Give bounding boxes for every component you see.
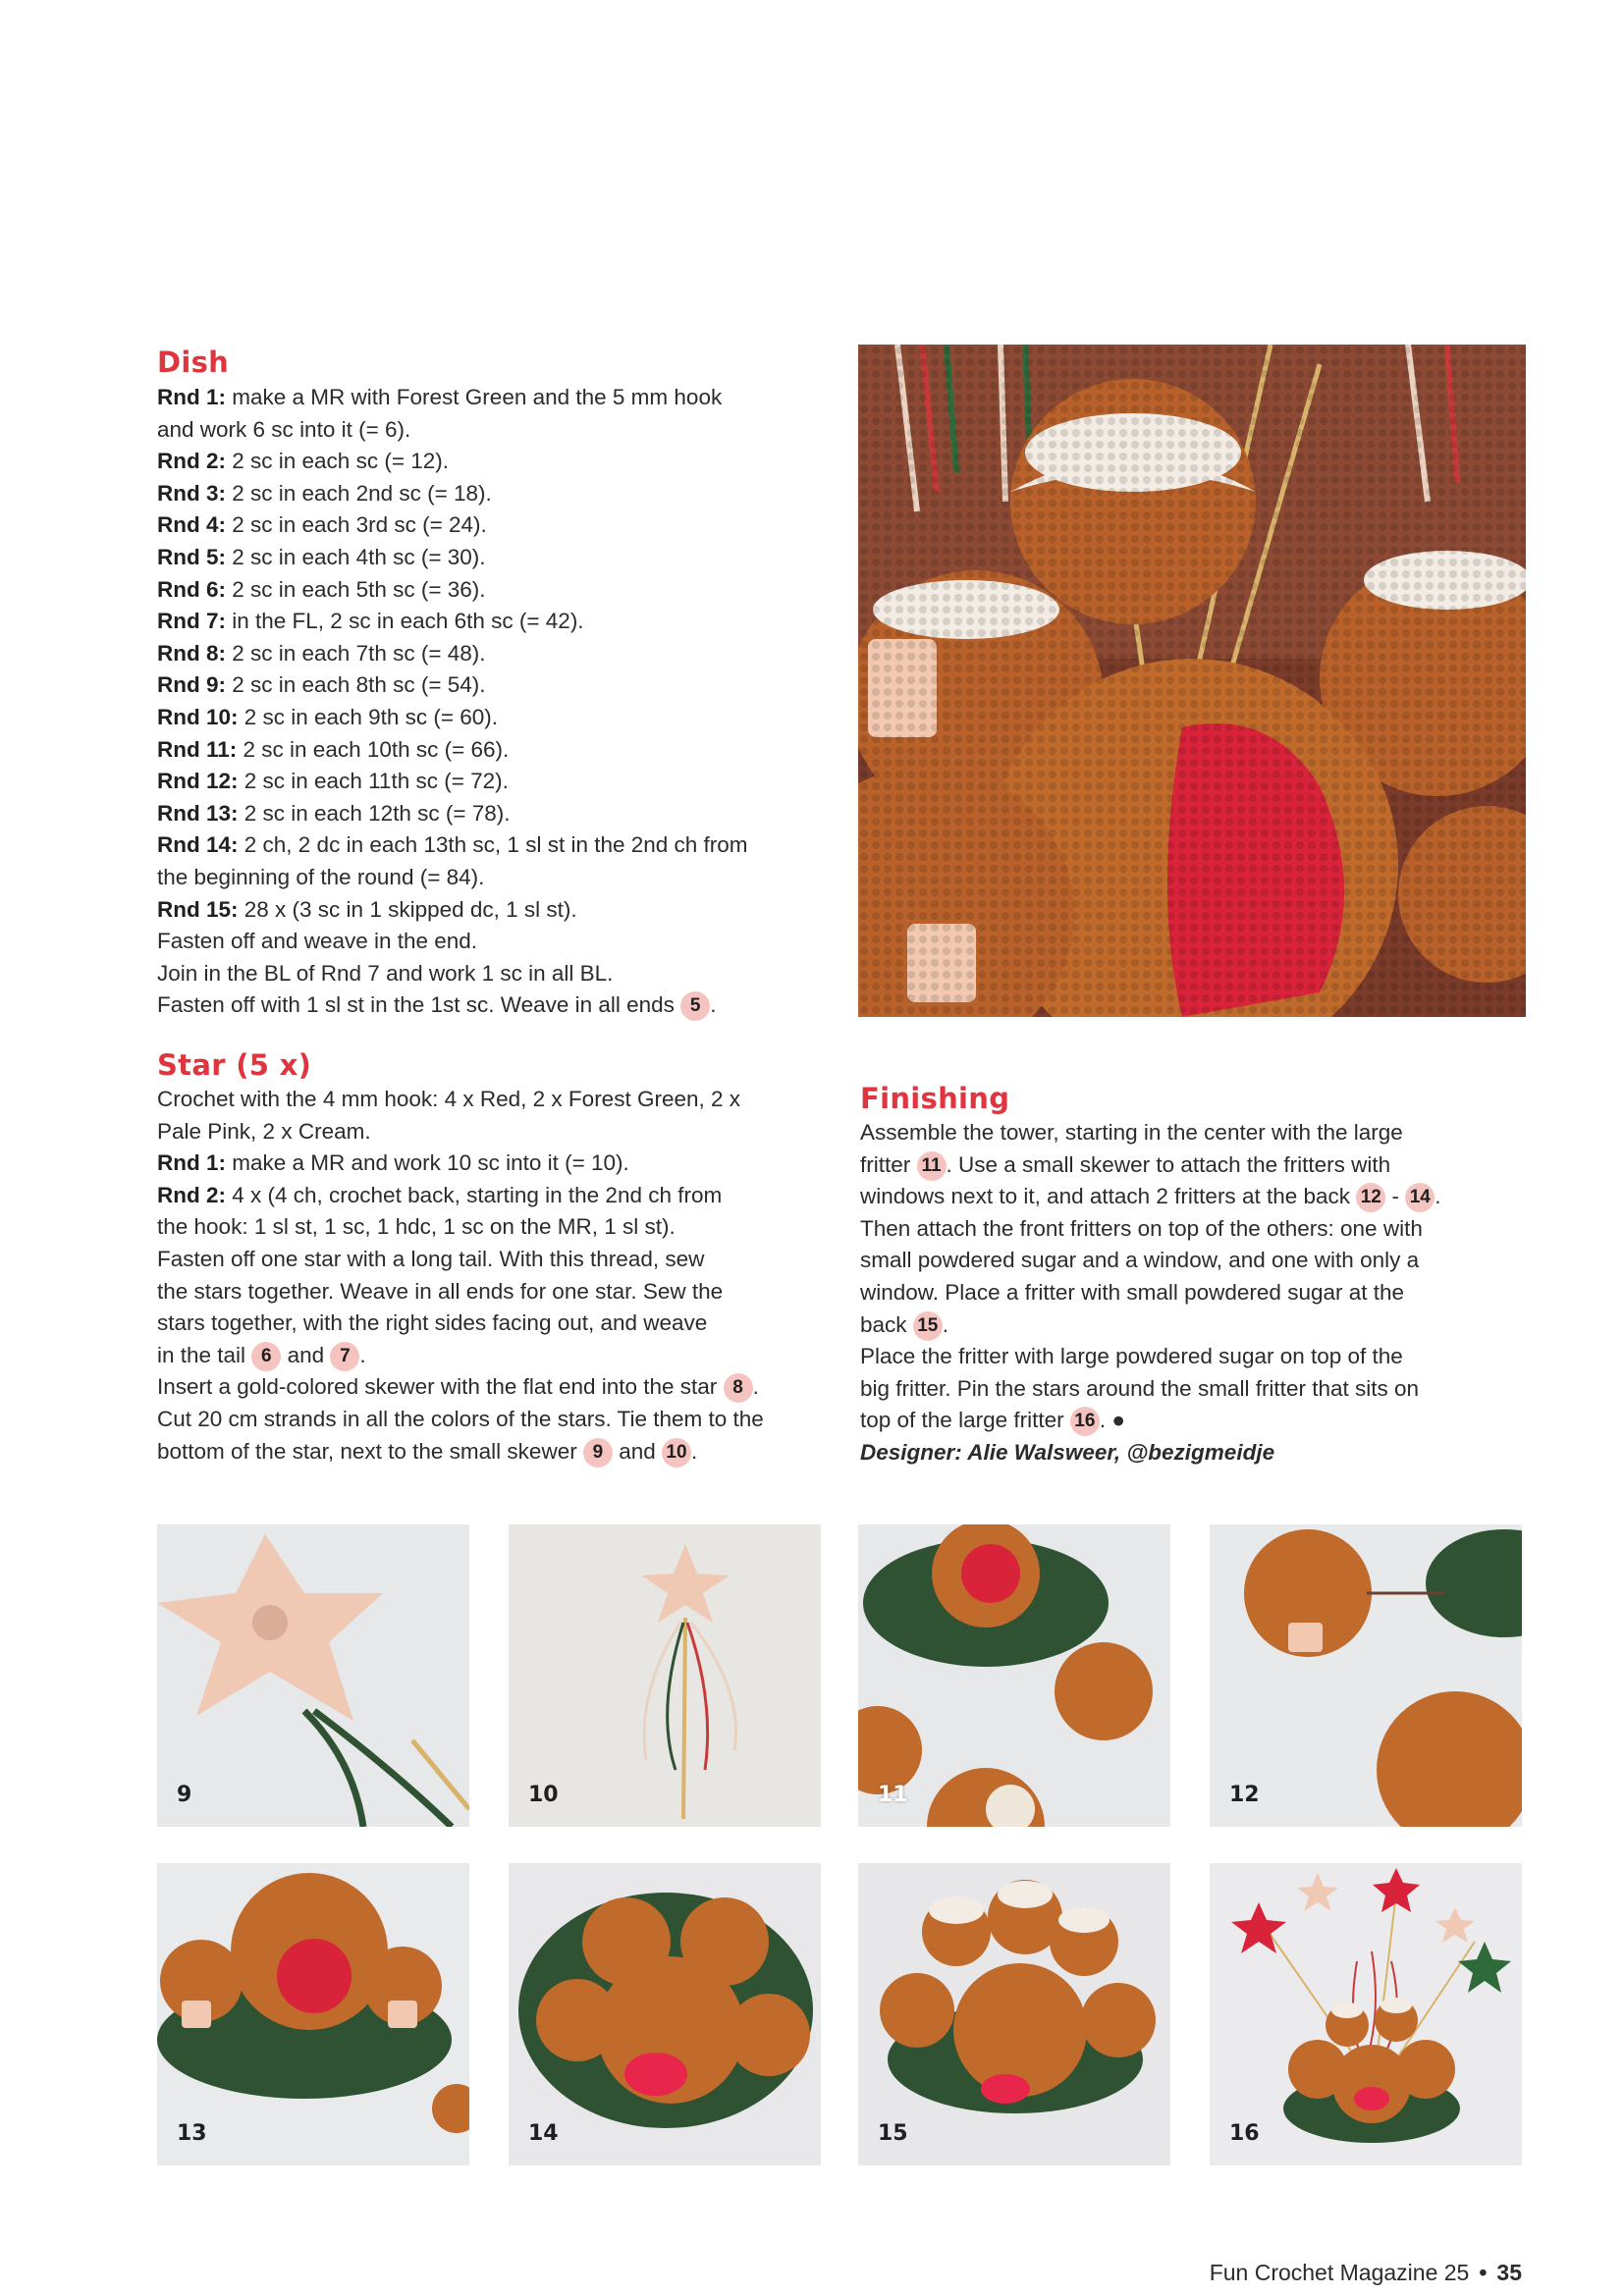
instruction-text: Crochet with the 4 mm hook: 4 x Red, 2 x Forest Green, 2 x — [157, 1087, 740, 1111]
instruction-line — [157, 862, 748, 894]
instruction-line — [157, 1276, 764, 1308]
step-number: 11 — [878, 1783, 908, 1807]
round-label: Rnd 3: — [157, 480, 226, 506]
round-label: Rnd 4: — [157, 512, 226, 538]
instruction-text: - — [1385, 1184, 1406, 1209]
step-badge: 9 — [583, 1438, 613, 1468]
instruction-text: fritter — [860, 1151, 917, 1177]
round-label: Rnd 10: — [157, 704, 239, 729]
instruction-line — [157, 1340, 764, 1372]
round-label: Rnd 14: — [157, 832, 239, 858]
instruction-text: 2 sc in each 10th sc (= 66). — [237, 736, 510, 762]
round-label: Rnd 6: — [157, 576, 226, 602]
step-badge: 5 — [680, 991, 710, 1021]
footer-separator: • — [1479, 2260, 1488, 2285]
main-photo — [858, 345, 1526, 1017]
instruction-text: window. Place a fritter with small powdered sugar at the — [860, 1279, 1405, 1305]
instruction-line — [860, 1213, 1441, 1246]
star-instructions — [157, 1084, 764, 1468]
instruction-text: stars together, with the right sides facing out, and weave — [157, 1310, 708, 1336]
instruction-text: make a MR with Forest Green and the 5 mm hook — [226, 385, 723, 409]
instruction-text: 2 sc in each 12th sc (= 78). — [238, 800, 511, 826]
instruction-text: the beginning of the round (= 84). — [157, 864, 485, 889]
round-label: Rnd 7: — [157, 609, 226, 634]
instruction-text: 4 x (4 ch, crochet back, starting in the 2nd ch from — [226, 1182, 723, 1207]
step-badge: 6 — [251, 1342, 281, 1371]
instruction-line — [157, 734, 748, 767]
instruction-text: 2 sc in each 11th sc (= 72). — [238, 769, 509, 794]
instruction-line — [860, 1405, 1441, 1437]
instruction-line — [157, 702, 748, 734]
instruction-line — [157, 1244, 764, 1276]
instruction-line — [157, 638, 748, 670]
step-photo-16 — [1210, 1863, 1522, 2165]
round-label: Rnd 2: — [157, 1182, 226, 1207]
instruction-line — [157, 574, 748, 607]
instruction-text: Join in the BL of Rnd 7 and work 1 sc in all BL. — [157, 960, 614, 986]
instruction-text: small powdered sugar and a window, and one with only a — [860, 1248, 1420, 1273]
instruction-line — [157, 509, 748, 542]
step-photo-13 — [157, 1863, 469, 2165]
round-label: Rnd 8: — [157, 640, 226, 666]
instruction-text: and work 6 sc into it (= 6). — [157, 416, 411, 442]
instruction-text: in the tail — [157, 1342, 252, 1367]
instruction-line — [157, 446, 748, 478]
step-number: 13 — [177, 2121, 207, 2146]
instruction-text: Place the fritter with large powdered sugar on top of the — [860, 1344, 1403, 1369]
instruction-text: Assemble the tower, starting in the center with the large — [860, 1120, 1403, 1145]
instruction-text: make a MR and work 10 sc into it (= 10). — [226, 1150, 629, 1176]
step-photo-9 — [157, 1524, 469, 1827]
dish-instructions — [157, 382, 748, 1022]
instruction-text: 28 x (3 sc in 1 skipped dc, 1 sl st). — [238, 896, 577, 922]
instruction-line — [157, 1084, 764, 1116]
step-photo-15 — [858, 1863, 1170, 2165]
step-badge: 15 — [913, 1311, 943, 1341]
instruction-text: 2 sc in each 2nd sc (= 18). — [226, 480, 492, 506]
instruction-text: and — [281, 1342, 331, 1367]
page-footer — [1210, 2260, 1522, 2286]
instruction-text: Fasten off and weave in the end. — [157, 929, 478, 954]
round-label: Rnd 1: — [157, 1150, 226, 1176]
instruction-line — [157, 414, 748, 447]
instruction-text: . Use a small skewer to attach the fritters with — [946, 1151, 1391, 1177]
magazine-name: Fun Crochet Magazine 25 — [1209, 2260, 1470, 2285]
instruction-line — [157, 1404, 764, 1436]
instruction-text: and — [612, 1438, 662, 1464]
instruction-line — [157, 829, 748, 862]
step-photo-14 — [509, 1863, 821, 2165]
instruction-text: 2 ch, 2 dc in each 13th sc, 1 sl st in the 2nd ch from — [238, 832, 748, 858]
round-label: Rnd 2: — [157, 449, 226, 474]
instruction-line — [157, 1148, 764, 1180]
instruction-line — [157, 958, 748, 990]
instruction-line — [860, 1309, 1441, 1342]
instruction-text: top of the large fritter — [860, 1408, 1070, 1433]
instruction-text: Fasten off with 1 sl st in the 1st sc. Weave in all ends — [157, 992, 681, 1018]
instruction-text: 2 sc in each 4th sc (= 30). — [226, 544, 486, 569]
instruction-line — [157, 1180, 764, 1212]
instruction-text: Fasten off one star with a long tail. With this thread, sew — [157, 1246, 705, 1271]
instruction-line — [860, 1181, 1441, 1213]
round-label: Rnd 13: — [157, 800, 239, 826]
instruction-text: . — [942, 1311, 949, 1337]
instruction-text: . — [1435, 1184, 1441, 1209]
instruction-line — [860, 1277, 1441, 1309]
round-label: Rnd 15: — [157, 896, 239, 922]
step-number: 12 — [1229, 1783, 1260, 1807]
instruction-line — [157, 1211, 764, 1244]
step-badge: 14 — [1405, 1183, 1435, 1212]
instruction-text: Then attach the front fritters on top of the others: one with — [860, 1215, 1423, 1241]
dish-title: Dish — [157, 346, 230, 379]
instruction-line — [860, 1341, 1441, 1373]
instruction-line — [157, 926, 748, 958]
instruction-line — [860, 1245, 1441, 1277]
instruction-text: Cut 20 cm strands in all the colors of the stars. Tie them to the — [157, 1406, 764, 1431]
step-number: 9 — [177, 1783, 192, 1807]
instruction-text: 2 sc in each sc (= 12). — [226, 449, 449, 474]
instruction-text: 2 sc in each 9th sc (= 60). — [238, 704, 499, 729]
instruction-line — [157, 1371, 764, 1404]
step-badge: 16 — [1070, 1407, 1100, 1436]
step-number: 15 — [878, 2121, 908, 2146]
instruction-line — [157, 606, 748, 638]
step-badge: 11 — [917, 1151, 947, 1181]
round-label: Rnd 9: — [157, 672, 226, 698]
instruction-text: . — [710, 992, 717, 1018]
instruction-text: 2 sc in each 8th sc (= 54). — [226, 672, 486, 698]
instruction-text: windows next to it, and attach 2 fritters at the back — [860, 1184, 1357, 1209]
page-number: 35 — [1496, 2260, 1522, 2285]
instruction-text: Pale Pink, 2 x Cream. — [157, 1118, 371, 1144]
instruction-text: . — [691, 1438, 698, 1464]
instruction-text: . — [752, 1374, 759, 1400]
designer-name: Designer: Alie Walsweer, @bezigmeidje — [860, 1440, 1275, 1465]
instruction-text: . ● — [1099, 1408, 1125, 1433]
instruction-text: the hook: 1 sl st, 1 sc, 1 hdc, 1 sc on the MR, 1 sl st). — [157, 1214, 676, 1240]
instruction-text: . — [359, 1342, 366, 1367]
instruction-text: the stars together. Weave in all ends for one star. Sew the — [157, 1278, 724, 1304]
finishing-title: Finishing — [860, 1082, 1010, 1115]
instruction-line — [157, 1308, 764, 1340]
instruction-line — [157, 542, 748, 574]
step-number: 14 — [528, 2121, 559, 2146]
instruction-text: in the FL, 2 sc in each 6th sc (= 42). — [226, 609, 584, 634]
round-label: Rnd 11: — [157, 736, 238, 762]
instruction-text: back — [860, 1311, 913, 1337]
designer-credit — [860, 1437, 1274, 1469]
step-photo-11 — [858, 1524, 1170, 1827]
step-photo-10 — [509, 1524, 821, 1827]
instruction-text: 2 sc in each 7th sc (= 48). — [226, 640, 486, 666]
instruction-line — [860, 1117, 1441, 1149]
instruction-line — [157, 798, 748, 830]
instruction-text: Insert a gold-colored skewer with the flat end into the star — [157, 1374, 724, 1400]
step-badge: 7 — [330, 1342, 359, 1371]
instruction-line — [157, 669, 748, 702]
round-label: Rnd 12: — [157, 769, 239, 794]
finishing-instructions — [860, 1117, 1441, 1437]
step-number: 10 — [528, 1783, 559, 1807]
instruction-text: bottom of the star, next to the small skewer — [157, 1438, 583, 1464]
step-number: 16 — [1229, 2121, 1260, 2146]
instruction-text: 2 sc in each 5th sc (= 36). — [226, 576, 486, 602]
instruction-line — [157, 382, 748, 414]
round-label: Rnd 5: — [157, 544, 226, 569]
instruction-line — [860, 1149, 1441, 1182]
instruction-line — [157, 1116, 764, 1148]
step-photo-12 — [1210, 1524, 1522, 1827]
step-badge: 12 — [1356, 1183, 1385, 1212]
instruction-text: big fritter. Pin the stars around the small fritter that sits on — [860, 1375, 1420, 1401]
instruction-line — [157, 478, 748, 510]
instruction-line — [157, 894, 748, 927]
instruction-line — [157, 766, 748, 798]
step-badge: 8 — [724, 1373, 753, 1403]
instruction-line — [860, 1373, 1441, 1406]
instruction-line — [157, 989, 748, 1022]
round-label: Rnd 1: — [157, 385, 226, 409]
instruction-line — [157, 1436, 764, 1468]
step-badge: 10 — [662, 1438, 691, 1468]
instruction-text: 2 sc in each 3rd sc (= 24). — [226, 512, 487, 538]
star-title: Star (5 x) — [157, 1048, 312, 1082]
